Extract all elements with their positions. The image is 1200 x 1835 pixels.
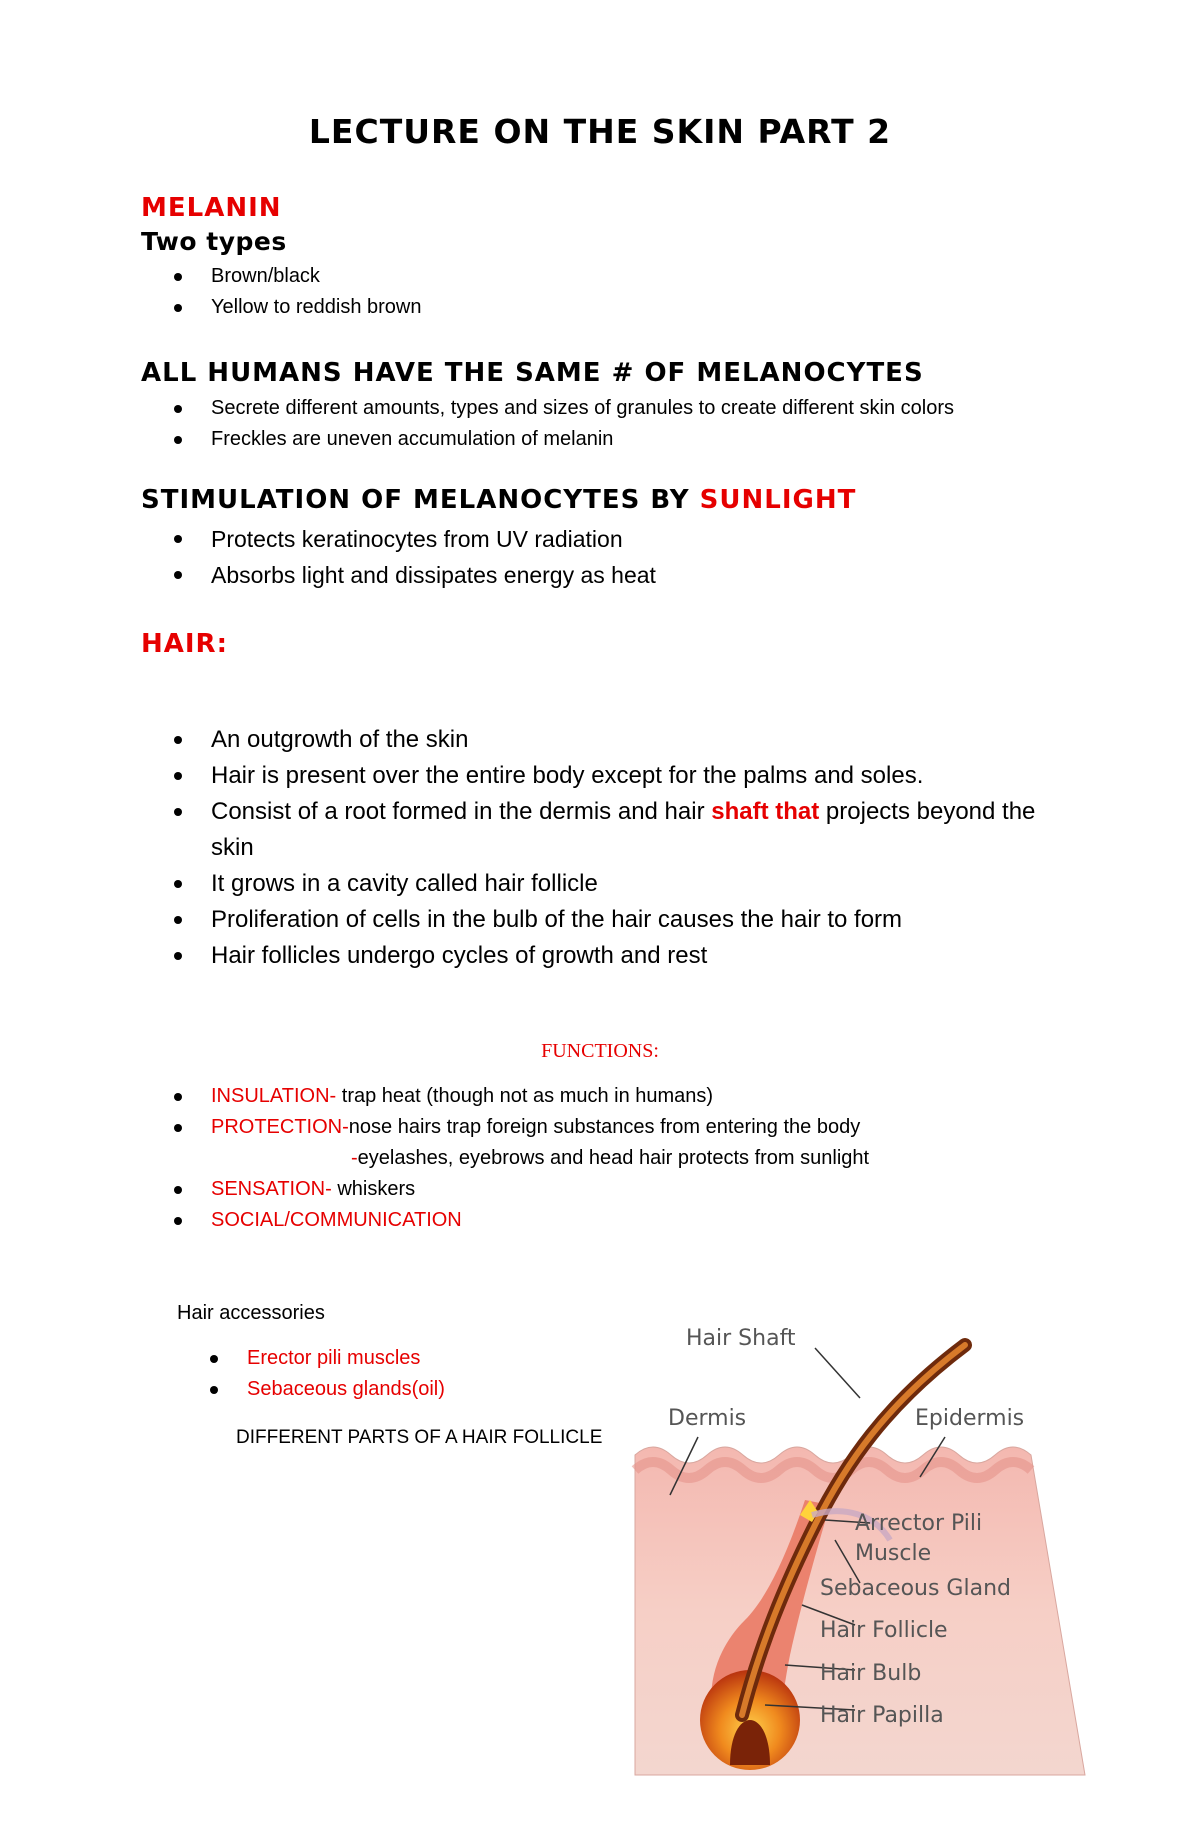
bullet-icon — [174, 304, 182, 312]
list-item: Yellow to reddish brown — [141, 292, 1041, 323]
list-item: Secrete different amounts, types and sizes of granules to create different skin colors — [141, 393, 1101, 424]
functions-list — [141, 1081, 1101, 1236]
accessories-list — [177, 1343, 597, 1405]
list-item: SENSATION- whiskers — [141, 1174, 1101, 1205]
label-dermis: Dermis — [668, 1406, 747, 1431]
bullet-icon — [174, 1093, 182, 1101]
bullet-icon — [174, 1217, 182, 1225]
melanin-list — [141, 261, 1041, 323]
list-item: -eyelashes, eyebrows and head hair protects from sunlight — [351, 1147, 870, 1169]
list-item: INSULATION- trap heat (though not as much in humans) — [141, 1081, 1101, 1112]
bullet-icon — [210, 1386, 218, 1394]
hair-accessories-heading: Hair accessories — [177, 1302, 325, 1324]
list-item: Absorbs light and dissipates energy as heat — [141, 557, 1101, 593]
list-item: Erector pili muscles — [177, 1343, 597, 1374]
hair-follicle-diagram — [630, 1325, 1100, 1785]
label-hair-papilla: Hair Papilla — [820, 1703, 944, 1728]
bullet-icon — [174, 736, 182, 744]
label-hair-shaft: Hair Shaft — [686, 1326, 796, 1351]
bullet-icon — [174, 1124, 182, 1132]
label-epidermis: Epidermis — [915, 1406, 1025, 1431]
list-item: Protects keratinocytes from UV radiation — [141, 521, 1101, 557]
list-item: Proliferation of cells in the bulb of the hair causes the hair to form — [141, 902, 1071, 938]
bullet-icon — [174, 436, 182, 444]
two-types-subheading: Two types — [141, 227, 287, 256]
bullet-icon — [210, 1355, 218, 1363]
bullet-icon — [174, 880, 182, 888]
list-item: Brown/black — [141, 261, 1041, 292]
list-item: Freckles are uneven accumulation of melanin — [141, 424, 1101, 455]
label-sebaceous-gland: Sebaceous Gland — [820, 1576, 1011, 1601]
bullet-icon — [174, 405, 182, 413]
bullet-icon — [174, 772, 182, 780]
bullet-icon — [174, 952, 182, 960]
diagram-caption: DIFFERENT PARTS OF A HAIR FOLLICLE — [236, 1427, 603, 1448]
label-muscle: Muscle — [855, 1541, 932, 1566]
list-item: An outgrowth of the skin — [141, 722, 1071, 758]
melanin-heading: MELANIN — [141, 193, 282, 223]
bullet-icon — [174, 916, 182, 924]
label-hair-bulb: Hair Bulb — [820, 1661, 922, 1686]
bullet-icon — [174, 273, 182, 281]
bullet-icon — [174, 535, 182, 543]
bullet-icon — [174, 808, 182, 816]
hair-list — [141, 722, 1071, 974]
list-item: Hair follicles undergo cycles of growth and rest — [141, 938, 1071, 974]
label-hair-follicle: Hair Follicle — [820, 1618, 948, 1643]
page-title: LECTURE ON THE SKIN PART 2 — [308, 112, 892, 151]
melanocytes-list — [141, 393, 1101, 455]
sunlight-list — [141, 521, 1101, 593]
list-item: Hair is present over the entire body except for the palms and soles. — [141, 758, 1071, 794]
hair-heading: HAIR: — [141, 629, 228, 659]
melanocytes-heading: ALL HUMANS HAVE THE SAME # OF MELANOCYTES — [141, 358, 924, 388]
list-item: PROTECTION-nose hairs trap foreign substances from entering the body — [141, 1112, 1101, 1143]
label-arrector-pili: Arrector Pili — [855, 1511, 983, 1536]
bullet-icon — [174, 571, 182, 579]
list-item: SOCIAL/COMMUNICATION — [141, 1205, 1101, 1236]
bullet-icon — [174, 1186, 182, 1194]
list-item: Sebaceous glands(oil) — [177, 1374, 597, 1405]
sunlight-heading: STIMULATION OF MELANOCYTES BY SUNLIGHT — [141, 485, 857, 515]
list-item: It grows in a cavity called hair follicle — [141, 866, 1071, 902]
functions-heading: FUNCTIONS: — [541, 1040, 659, 1062]
list-item: Consist of a root formed in the dermis and hair shaft that projects beyond the skin — [141, 794, 1071, 866]
